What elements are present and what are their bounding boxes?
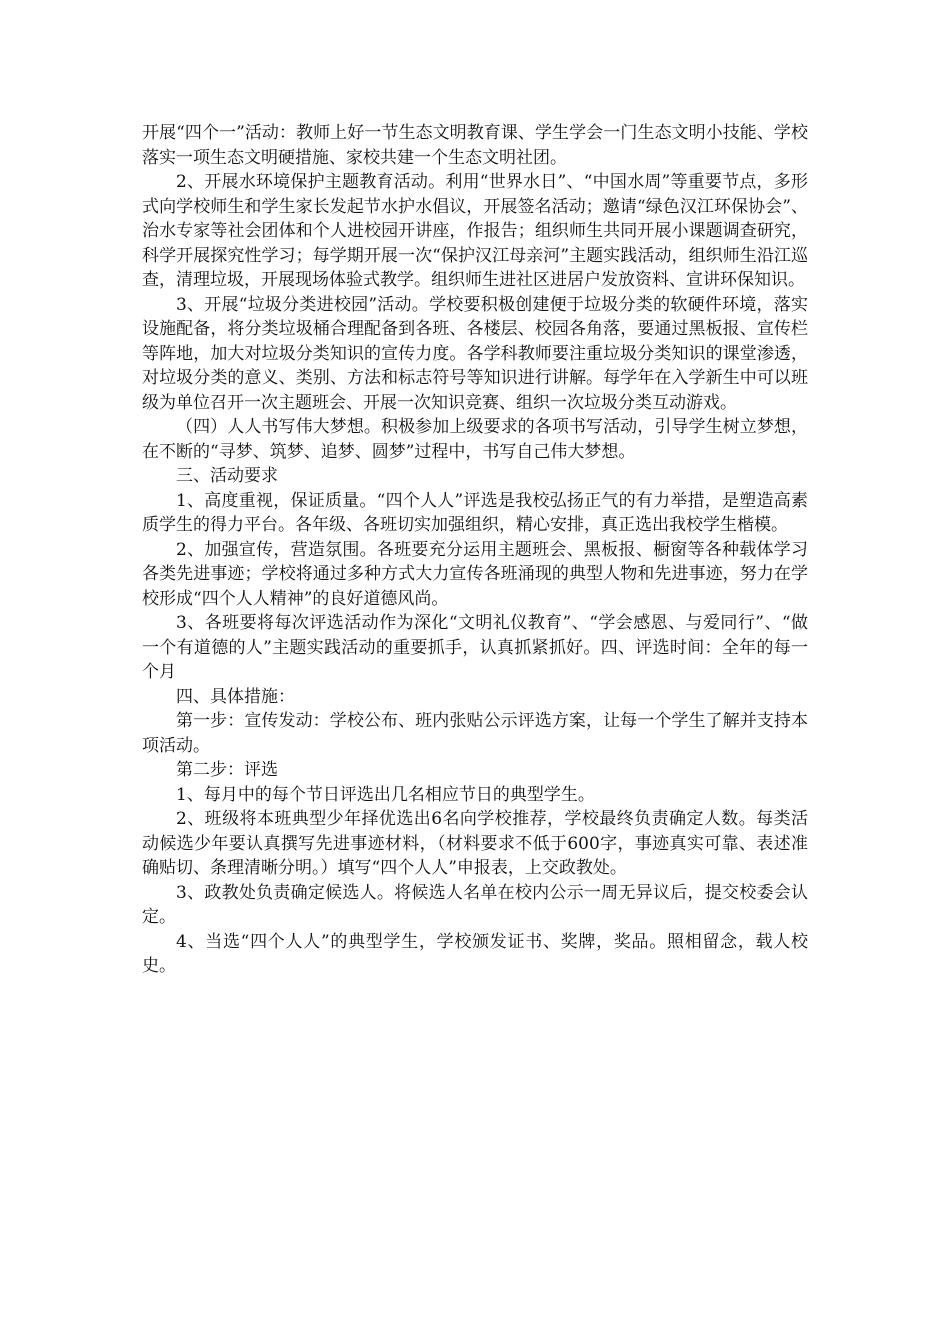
document-body [142,121,808,979]
paragraph-water-environment: 2、开展水环境保护主题教育活动。利用“世界水日”、“中国水周”等重要节点，多形式向学校师生和学生家长发起节水护水倡议，开展签名活动；邀请“绿色汉江环保协会”、治水专家等社会团体和个人进校园开讲座，作报告；组织师生共同开展小课题调查研究，科学开展探究性学习；每学期开展一次“保护汉江母亲河”主题实践活动，组织师生沿江巡查，清理垃圾，开展现场体验式教学。组织师生进社区进居户发放资料、宣讲环保知识。 [142,172,808,290]
heading-specific-measures: 四、具体措施： [176,686,295,707]
paragraph-selection-1: 1、每月中的每个节日评选出几名相应节日的典型学生。 [176,784,595,805]
paragraph-dream-writing: （四）人人书写伟大梦想。积极参加上级要求的各项书写活动，引导学生树立梦想，在不断的“寻梦、筑梦、追梦、圆梦”过程中，书写自己伟大梦想。 [142,417,808,462]
paragraph-step-one: 第一步：宣传发动：学校公布、班内张贴公示评选方案，让每一个学生了解并支持本项活动。 [142,711,808,756]
paragraph-step-two: 第二步：评选 [176,760,278,780]
paragraph-selection-3: 3、政教处负责确定候选人。将候选人名单在校内公示一周无异议后，提交校委会认定。 [142,882,808,927]
paragraph-requirement-3: 3、各班要将每次评选活动作为深化“文明礼仪教育”、“学会感恩、与爱同行”、“做一个有道德的人”主题实践活动的重要抓手，认真抓紧抓好。四、评选时间：全年的每一个月 [142,613,808,682]
paragraph-four-ones-activity: 开展“四个一”活动：教师上好一节生态文明教育课、学生学会一门生态文明小技能、学校落实一项生态文明硬措施、家校共建一个生态文明社团。 [142,123,808,168]
paragraph-selection-4: 4、当选“四个人人”的典型学生，学校颁发证书、奖牌，奖品。照相留念，载人校史。 [142,931,808,976]
paragraph-garbage-sorting: 3、开展“垃圾分类进校园”活动。学校要积极创建便于垃圾分类的软硬件环境，落实设施配备，将分类垃圾桶合理配备到各班、各楼层、校园各角落，要通过黑板报、宣传栏等阵地，加大对垃圾分类知识的宣传力度。各学科教师要注重垃圾分类知识的课堂渗透，对垃圾分类的意义、类别、方法和标志符号等知识进行讲解。每学年在入学新生中可以班级为单位召开一次主题班会、开展一次知识竞赛、组织一次垃圾分类互动游戏。 [142,294,808,413]
paragraph-requirement-2: 2、加强宣传，营造氛围。各班要充分运用主题班会、黑板报、橱窗等各种载体学习各类先进事迹；学校将通过多种方式大力宣传各班涌现的典型人物和先进事迹，努力在学校形成“四个人人精神”的良好道德风尚。 [142,539,808,609]
paragraph-requirement-1: 1、高度重视，保证质量。“四个人人”评选是我校弘扬正气的有力举措，是塑造高素质学生的得力平台。各年级、各班切实加强组织，精心安排，真正选出我校学生楷模。 [142,490,808,535]
heading-activity-requirements: 三、活动要求 [176,466,278,486]
paragraph-selection-2: 2、班级将本班典型少年择优选出6名向学校推荐，学校最终负责确定人数。每类活动候选少年要认真撰写先进事迹材料，（材料要求不低于600字，事迹真实可靠、表述准确贴切、条理清晰分明。）填写“四个人人”申报表，上交政教处。 [142,809,808,878]
